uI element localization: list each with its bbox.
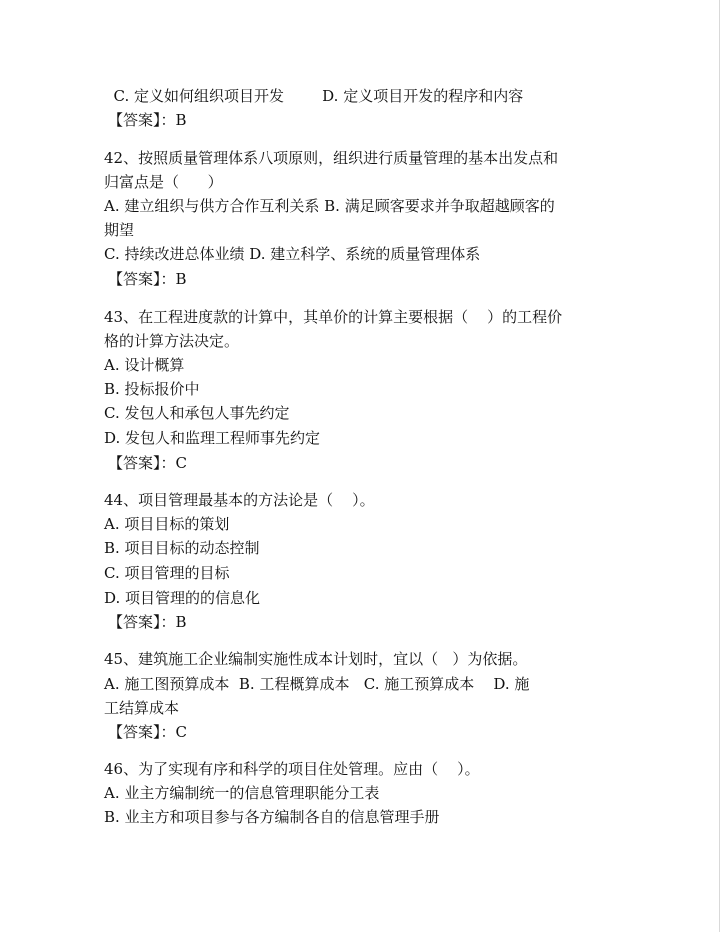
q43-option-c: C. 发包人和承包人事先约定: [104, 404, 290, 422]
q43-option-d: D. 发包人和监理工程师事先约定: [104, 429, 321, 447]
q41-answer: 【答案】：B: [108, 111, 187, 129]
q45-stem: 45、建筑施工企业编制实施性成本计划时，宜以（ ）为依据。: [104, 650, 528, 668]
q45-options-cont: 工结算成本: [104, 699, 180, 717]
q44-option-d: D. 项目管理的的信息化: [104, 589, 261, 607]
q45-answer: 【答案】：C: [108, 723, 187, 741]
q45-options: A. 施工图预算成本 B. 工程概算成本 C. 施工预算成本 D. 施: [104, 675, 530, 693]
q44-stem: 44、项目管理最基本的方法论是（ ）。: [104, 491, 375, 509]
q44-answer: 【答案】：B: [108, 613, 187, 631]
q46-option-b: B. 业主方和项目参与各方编制各自的信息管理手册: [104, 808, 440, 826]
q42-stem-line2: 归富点是（ ）: [104, 173, 223, 191]
q42-options-ab-cont: 期望: [104, 221, 135, 239]
q46-option-a: A. 业主方编制统一的信息管理职能分工表: [104, 784, 380, 802]
q42-options-cd: C. 持续改进总体业绩 D. 建立科学、系统的质量管理体系: [104, 245, 481, 263]
q44-option-b: B. 项目目标的动态控制: [104, 539, 260, 557]
q43-option-b: B. 投标报价中: [104, 380, 200, 398]
q43-option-a: A. 设计概算: [104, 356, 185, 374]
q46-stem: 46、为了实现有序和科学的项目住处管理。应由（ ）。: [104, 760, 480, 778]
q43-stem-line2: 格的计算方法决定。: [104, 332, 240, 350]
q44-option-a: A. 项目目标的策划: [104, 515, 230, 533]
q42-answer: 【答案】：B: [108, 270, 187, 288]
q43-answer: 【答案】：C: [108, 454, 187, 472]
q41-options-cd: C. 定义如何组织项目开发 D. 定义项目开发的程序和内容: [104, 87, 524, 105]
q42-stem-line1: 42、按照质量管理体系八项原则，组织进行质量管理的基本出发点和: [104, 149, 559, 167]
q43-stem-line1: 43、在工程进度款的计算中，其单价的计算主要根据（ ）的工程价: [104, 308, 563, 326]
q44-option-c: C. 项目管理的目标: [104, 564, 230, 582]
q42-options-ab: A. 建立组织与供方合作互利关系 B. 满足顾客要求并争取超越顾客的: [104, 197, 555, 215]
